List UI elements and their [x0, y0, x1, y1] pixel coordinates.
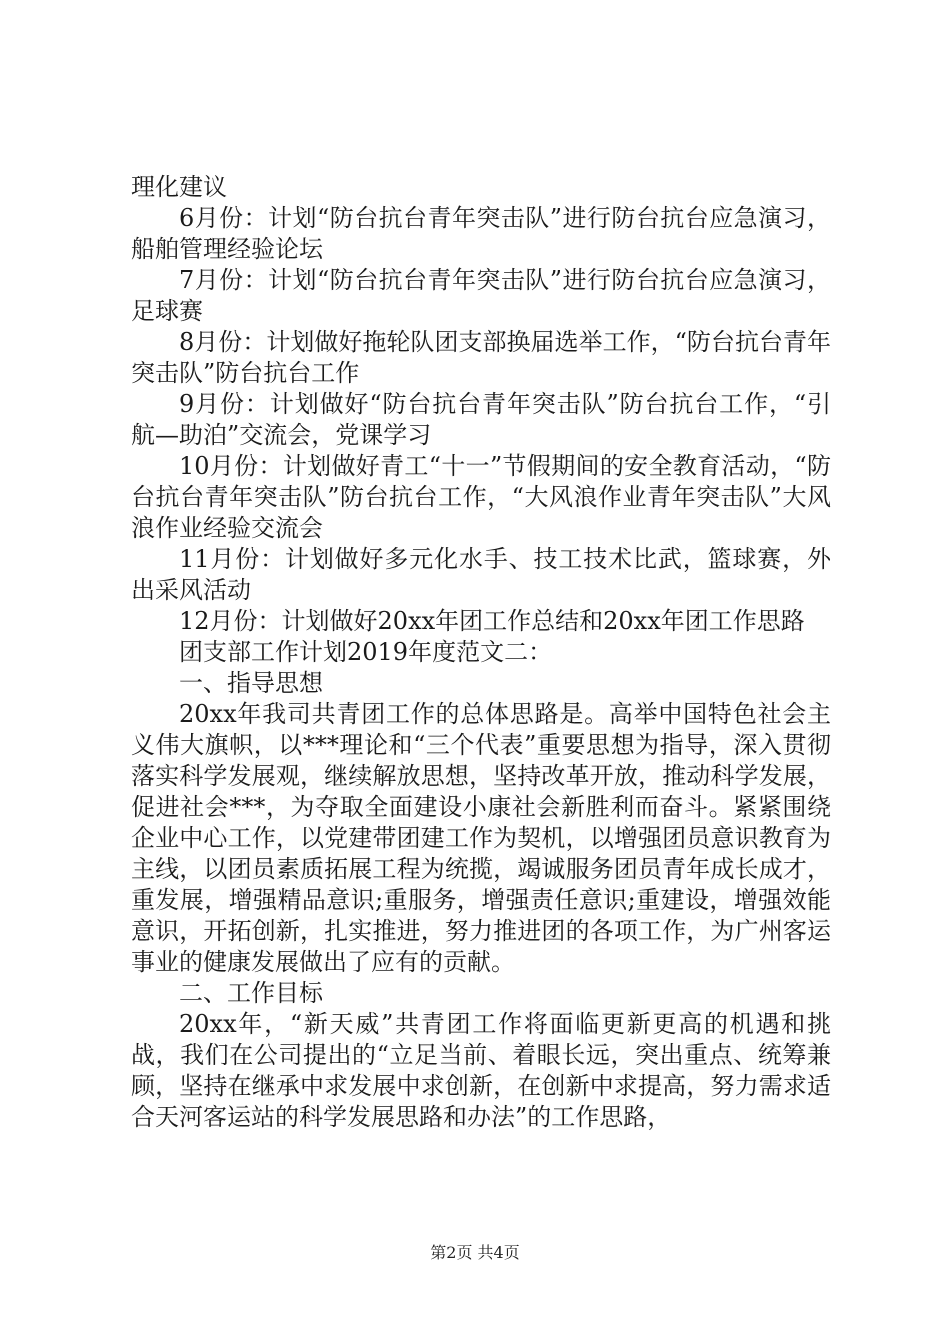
paragraph: 理化建议 — [131, 173, 227, 201]
section-heading: 一、指导思想 — [179, 669, 323, 697]
section-heading: 二、工作目标 — [179, 979, 323, 1007]
paragraph: 9月份：计划做好“防台抗台青年突击队”防台抗台工作，“引航—助泊”交流会，党课学习 — [131, 390, 831, 449]
section-heading: 团支部工作计划2019年度范文二： — [179, 638, 553, 666]
paragraph: 7月份：计划“防台抗台青年突击队”进行防台抗台应急演习，足球赛 — [131, 266, 831, 325]
document-body — [131, 172, 831, 1133]
paragraph: 10月份：计划做好青工“十一”节假期间的安全教育活动，“防台抗台青年突击队”防台抗台工作，“大风浪作业青年突击队”大风浪作业经验交流会 — [131, 452, 831, 542]
paragraph: 8月份：计划做好拖轮队团支部换届选举工作，“防台抗台青年突击队”防台抗台工作 — [131, 328, 831, 387]
paragraph: 20xx年，“新天威”共青团工作将面临更新更高的机遇和挑战，我们在公司提出的“立足当前、着眼长远，突出重点、统筹兼顾，坚持在继承中求发展中求创新，在创新中求提高，努力需求适合天河客运站的科学发展思路和办法”的工作思路， — [131, 1010, 831, 1131]
paragraph: 12月份：计划做好20xx年团工作总结和20xx年团工作思路 — [179, 607, 805, 635]
paragraph: 20xx年我司共青团工作的总体思路是。高举中国特色社会主义伟大旗帜，以***理论和“三个代表”重要思想为指导，深入贯彻落实科学发展观，继续解放思想，坚持改革开放，推动科学发展，促进社会***，为夺取全面建设小康社会新胜利而奋斗。紧紧围绕企业中心工作，以党建带团建工作为契机，以增强团员意识教育为主线，以团员素质拓展工程为统揽，竭诚服务团员青年成长成才，重发展，增强精品意识;重服务，增强责任意识;重建设，增强效能意识，开拓创新，扎实推进，努力推进团的各项工作，为广州客运事业的健康发展做出了应有的贡献。 — [131, 700, 831, 976]
page-number-footer: 第2页 共4页 — [430, 1243, 520, 1262]
paragraph: 6月份：计划“防台抗台青年突击队”进行防台抗台应急演习，船舶管理经验论坛 — [131, 204, 831, 263]
paragraph: 11月份：计划做好多元化水手、技工技术比武，篮球赛，外出采风活动 — [131, 545, 831, 604]
